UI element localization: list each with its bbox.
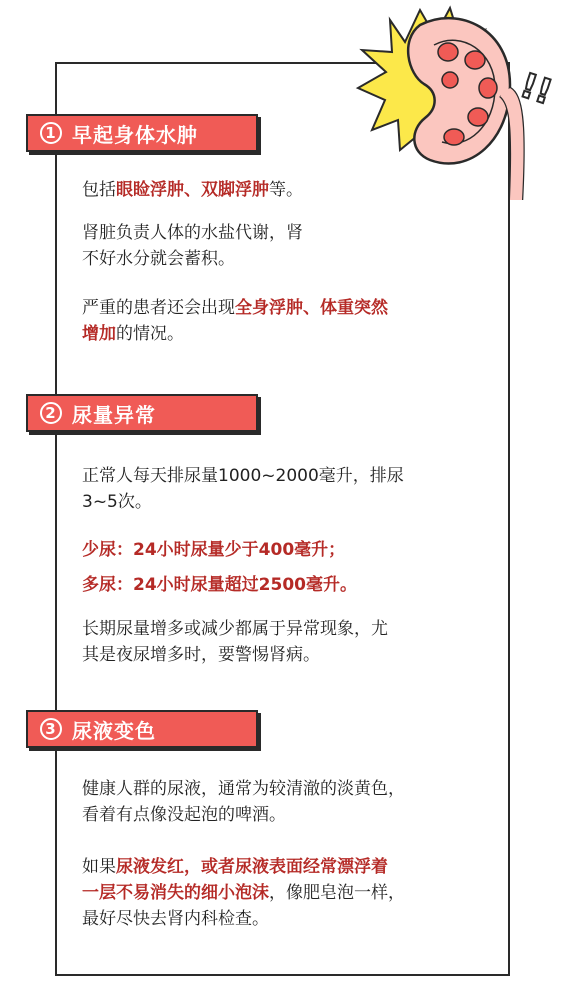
section-title: 尿量异常 <box>72 402 156 427</box>
paragraph: 如果尿液发红，或者尿液表面经常漂浮着 一层不易消失的细小泡沫，像肥皂泡一样， 最好尽快去肾内科检查。 <box>82 857 405 929</box>
paragraph: 长期尿量增多或减少都属于异常现象，尤 其是夜尿增多时，要警惕肾病。 <box>82 619 388 665</box>
paragraph: 严重的患者还会出现全身浮肿、体重突然 增加的情况。 <box>82 298 388 344</box>
exclamation-marks: !! <box>515 65 558 114</box>
section-heading-3 <box>26 710 258 748</box>
paragraph: 正常人每天排尿量1000~2000毫升，排尿 3~5次。 <box>82 466 404 512</box>
number-circle: 2 <box>40 402 62 424</box>
kidney-illustration <box>350 0 562 200</box>
kidney-pyramid <box>438 43 458 61</box>
paragraph: 多尿：24小时尿量超过2500毫升。 <box>82 575 357 595</box>
section-heading-1 <box>26 114 258 152</box>
section-heading-2 <box>26 394 258 432</box>
kidney-pyramid <box>442 72 458 88</box>
section-title: 尿液变色 <box>72 718 156 743</box>
section-title: 早起身体水肿 <box>72 122 198 147</box>
kidney-pyramid <box>444 129 464 145</box>
paragraph: 健康人群的尿液，通常为较清澈的淡黄色， 看着有点像没起泡的啤酒。 <box>82 779 405 825</box>
paragraph: 少尿：24小时尿量少于400毫升； <box>82 540 346 560</box>
number-circle: 1 <box>40 122 62 144</box>
number-circle: 3 <box>40 718 62 740</box>
kidney-pyramid <box>465 51 485 69</box>
kidney-pyramid <box>468 108 488 126</box>
kidney-pyramid <box>479 78 497 98</box>
paragraph: 包括眼睑浮肿、双脚浮肿等。 <box>82 180 303 200</box>
paragraph: 肾脏负责人体的水盐代谢，肾 不好水分就会蓄积。 <box>82 223 303 269</box>
